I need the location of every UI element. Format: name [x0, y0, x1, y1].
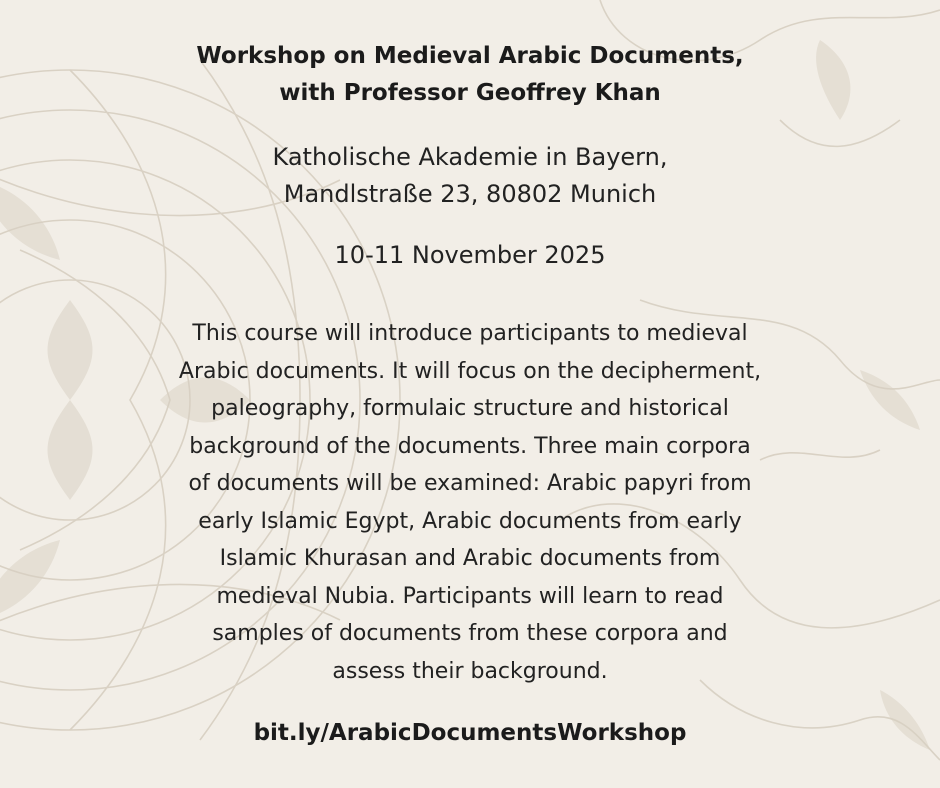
description-line: This course will introduce participants to medieval	[192, 321, 748, 346]
venue-line-1: Katholische Akademie in Bayern,	[272, 143, 668, 171]
description-line: Arabic documents. It will focus on the decipherment,	[178, 358, 762, 384]
registration-link[interactable]: bit.ly/ArabicDocumentsWorkshop	[253, 720, 687, 746]
description-line: background of the documents. Three main corpora	[189, 433, 751, 459]
description-line: paleography, formulaic structure and historical	[211, 396, 729, 421]
description-line: Islamic Khurasan and Arabic documents from	[219, 546, 721, 571]
event-date: 10-11 November 2025	[334, 241, 606, 269]
workshop-title	[0, 38, 940, 112]
description-line: samples of documents from these corpora and	[212, 621, 728, 646]
description-line: medieval Nubia. Participants will learn to read	[216, 583, 724, 609]
title-line-2: with Professor Geoffrey Khan	[279, 80, 661, 106]
description-line: of documents will be examined: Arabic papyri from	[188, 471, 752, 496]
description-line: assess their background.	[332, 658, 608, 684]
description-line: early Islamic Egypt, Arabic documents from early	[198, 508, 742, 534]
title-line-1: Workshop on Medieval Arabic Documents,	[196, 43, 744, 69]
venue-line-2: Mandlstraße 23, 80802 Munich	[283, 180, 657, 208]
course-description	[0, 315, 940, 690]
venue-address	[0, 139, 940, 213]
